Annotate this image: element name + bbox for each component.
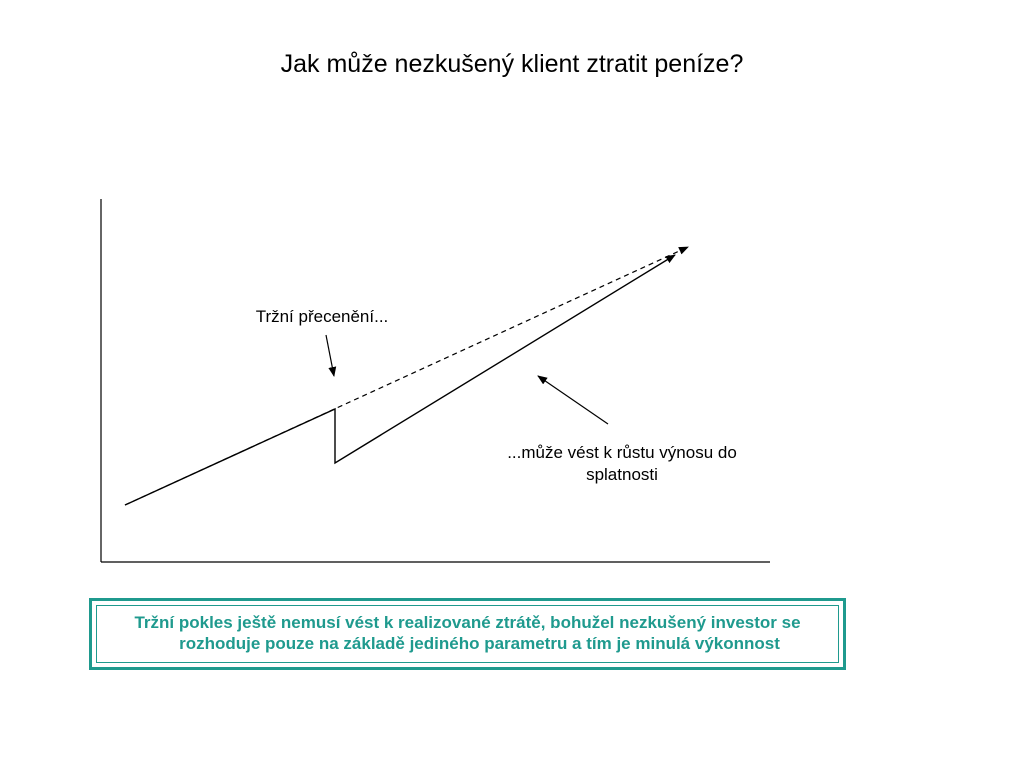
yield-pointer-arrow (538, 376, 608, 424)
overvaluation-pointer-arrow (326, 335, 334, 376)
note-box (89, 598, 846, 670)
note-text: Tržní pokles ještě nemusí vést k realizované ztrátě, bohužel nezkušený investor se rozhoduje pouze na základě jediného parametru a tím je minulá výkonnost (134, 613, 801, 653)
yield-label-line2: splatnosti (586, 465, 658, 484)
slide-title: Jak může nezkušený klient ztratit peníze? (280, 50, 744, 78)
note-box-inner-border (96, 605, 839, 663)
yield-label-line1: ...může vést k růstu výnosu do (507, 443, 737, 462)
overvaluation-label: Tržní přecenění... (255, 307, 389, 326)
